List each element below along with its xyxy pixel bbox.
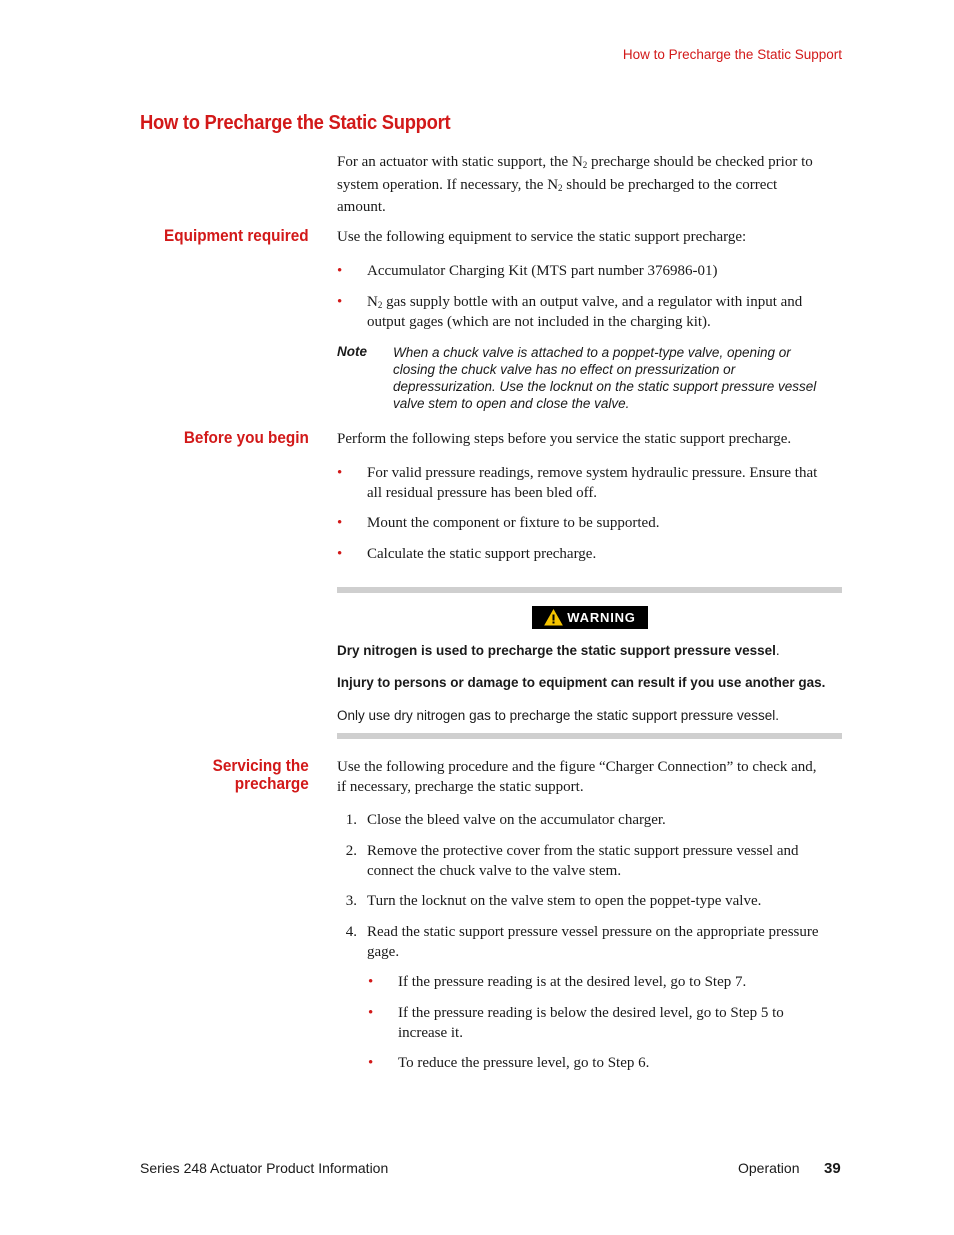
step-number: 4. xyxy=(345,924,357,940)
page-number: 39 xyxy=(824,1160,841,1177)
list-item xyxy=(368,973,842,993)
procedure-step xyxy=(337,811,842,831)
intro-text: amount. xyxy=(337,199,386,215)
warning-text: Dry nitrogen is used to precharge the static support pressure vessel xyxy=(337,643,776,658)
list-item xyxy=(337,293,842,333)
list-item-text: output gages (which are not included in the charging kit). xyxy=(367,313,711,330)
subscript: 2 xyxy=(582,160,588,170)
bullet-icon: • xyxy=(368,1055,374,1071)
note-label: Note xyxy=(337,344,367,359)
bullet-icon: • xyxy=(337,263,343,279)
list-item xyxy=(337,514,842,534)
equipment-heading: Equipment required xyxy=(164,226,309,245)
warning-badge xyxy=(532,606,648,629)
procedure-step xyxy=(337,892,842,912)
note-line: closing the chuck valve has no effect on pressurization or xyxy=(393,362,736,377)
note-text xyxy=(393,344,843,412)
note-line: depressurization. Use the locknut on the static support pressure vessel xyxy=(393,379,817,394)
subscript: 2 xyxy=(558,182,563,193)
warning-bottom-rule xyxy=(337,733,842,739)
servicing-lead-line: if necessary, precharge the static support. xyxy=(337,778,584,795)
intro-text: For an actuator with static support, the N xyxy=(337,154,583,170)
step-text: Remove the protective cover from the static support pressure vessel and xyxy=(367,843,799,859)
step-text: gage. xyxy=(367,943,400,960)
running-header: How to Precharge the Static Support xyxy=(622,47,842,62)
list-item-text: If the pressure reading is below the desired level, go to Step 5 to xyxy=(398,1005,784,1021)
list-item-text: If the pressure reading is at the desired level, go to Step 7. xyxy=(398,974,747,990)
step-text: Turn the locknut on the valve stem to open the poppet-type valve. xyxy=(367,893,762,909)
list-item-text: increase it. xyxy=(398,1024,463,1041)
servicing-heading-line: precharge xyxy=(235,774,309,793)
intro-paragraph xyxy=(337,153,842,218)
note-line: When a chuck valve is attached to a poppet-type valve, opening or xyxy=(393,345,791,360)
intro-text: system operation. If necessary, the N xyxy=(337,176,559,193)
list-item-text: Mount the component or fixture to be supported. xyxy=(367,515,660,531)
bullet-icon: • xyxy=(337,546,343,562)
list-item-text: gas supply bottle with an output valve, and a regulator with input and xyxy=(382,294,803,310)
bullet-icon: • xyxy=(337,515,343,531)
intro-text: precharge should be checked prior to xyxy=(587,154,813,170)
list-item-text: Accumulator Charging Kit (MTS part number 376986-01) xyxy=(367,263,718,279)
intro-text: should be precharged to the correct xyxy=(562,176,778,193)
step-text: Read the static support pressure vessel pressure on the appropriate pressure xyxy=(367,924,819,940)
note-line: valve stem to open and close the valve. xyxy=(393,396,630,411)
warning-line-1 xyxy=(337,643,847,658)
bullet-icon: • xyxy=(368,974,374,990)
warning-line-2: Injury to persons or damage to equipment can result if you use another gas. xyxy=(337,675,826,690)
servicing-lead-line: Use the following procedure and the figure “Charger Connection” to check and, xyxy=(337,759,817,775)
warning-triangle-icon xyxy=(544,609,563,626)
list-item-text: all residual pressure has been bled off. xyxy=(367,484,598,501)
footer-doc-title: Series 248 Actuator Product Information xyxy=(140,1160,389,1176)
bullet-icon: • xyxy=(368,1005,374,1021)
list-item xyxy=(368,1004,842,1044)
equipment-lead: Use the following equipment to service the static support precharge: xyxy=(337,229,747,245)
step-number: 3. xyxy=(345,893,357,909)
list-item-text: To reduce the pressure level, go to Step 6. xyxy=(398,1055,650,1071)
bullet-icon: • xyxy=(337,465,343,481)
warning-label: WARNING xyxy=(567,610,636,625)
servicing-lead xyxy=(337,758,842,797)
warning-text: . xyxy=(775,643,780,658)
section-title: How to Precharge the Static Support xyxy=(140,112,451,134)
procedure-step xyxy=(337,923,842,963)
list-item-text: Calculate the static support precharge. xyxy=(367,546,597,562)
servicing-heading xyxy=(213,757,309,793)
step-number: 1. xyxy=(345,812,357,828)
before-lead: Perform the following steps before you service the static support precharge. xyxy=(337,431,792,447)
list-item xyxy=(368,1054,842,1074)
list-item-text: N xyxy=(367,294,378,310)
list-item-text: For valid pressure readings, remove system hydraulic pressure. Ensure that xyxy=(367,465,818,481)
footer-chapter: Operation xyxy=(738,1160,800,1176)
step-text: Close the bleed valve on the accumulator charger. xyxy=(367,812,666,828)
procedure-step xyxy=(337,842,842,882)
before-heading: Before you begin xyxy=(184,428,309,447)
warning-line-3: Only use dry nitrogen gas to precharge the static support pressure vessel. xyxy=(337,708,779,723)
step-text: connect the chuck valve to the valve stem. xyxy=(367,862,622,879)
list-item xyxy=(337,262,842,282)
subscript: 2 xyxy=(377,300,383,310)
bullet-icon: • xyxy=(337,294,343,310)
warning-top-rule xyxy=(337,587,842,593)
list-item xyxy=(337,464,842,504)
list-item xyxy=(337,545,842,565)
step-number: 2. xyxy=(345,843,357,859)
servicing-heading-line: Servicing the xyxy=(212,756,309,775)
